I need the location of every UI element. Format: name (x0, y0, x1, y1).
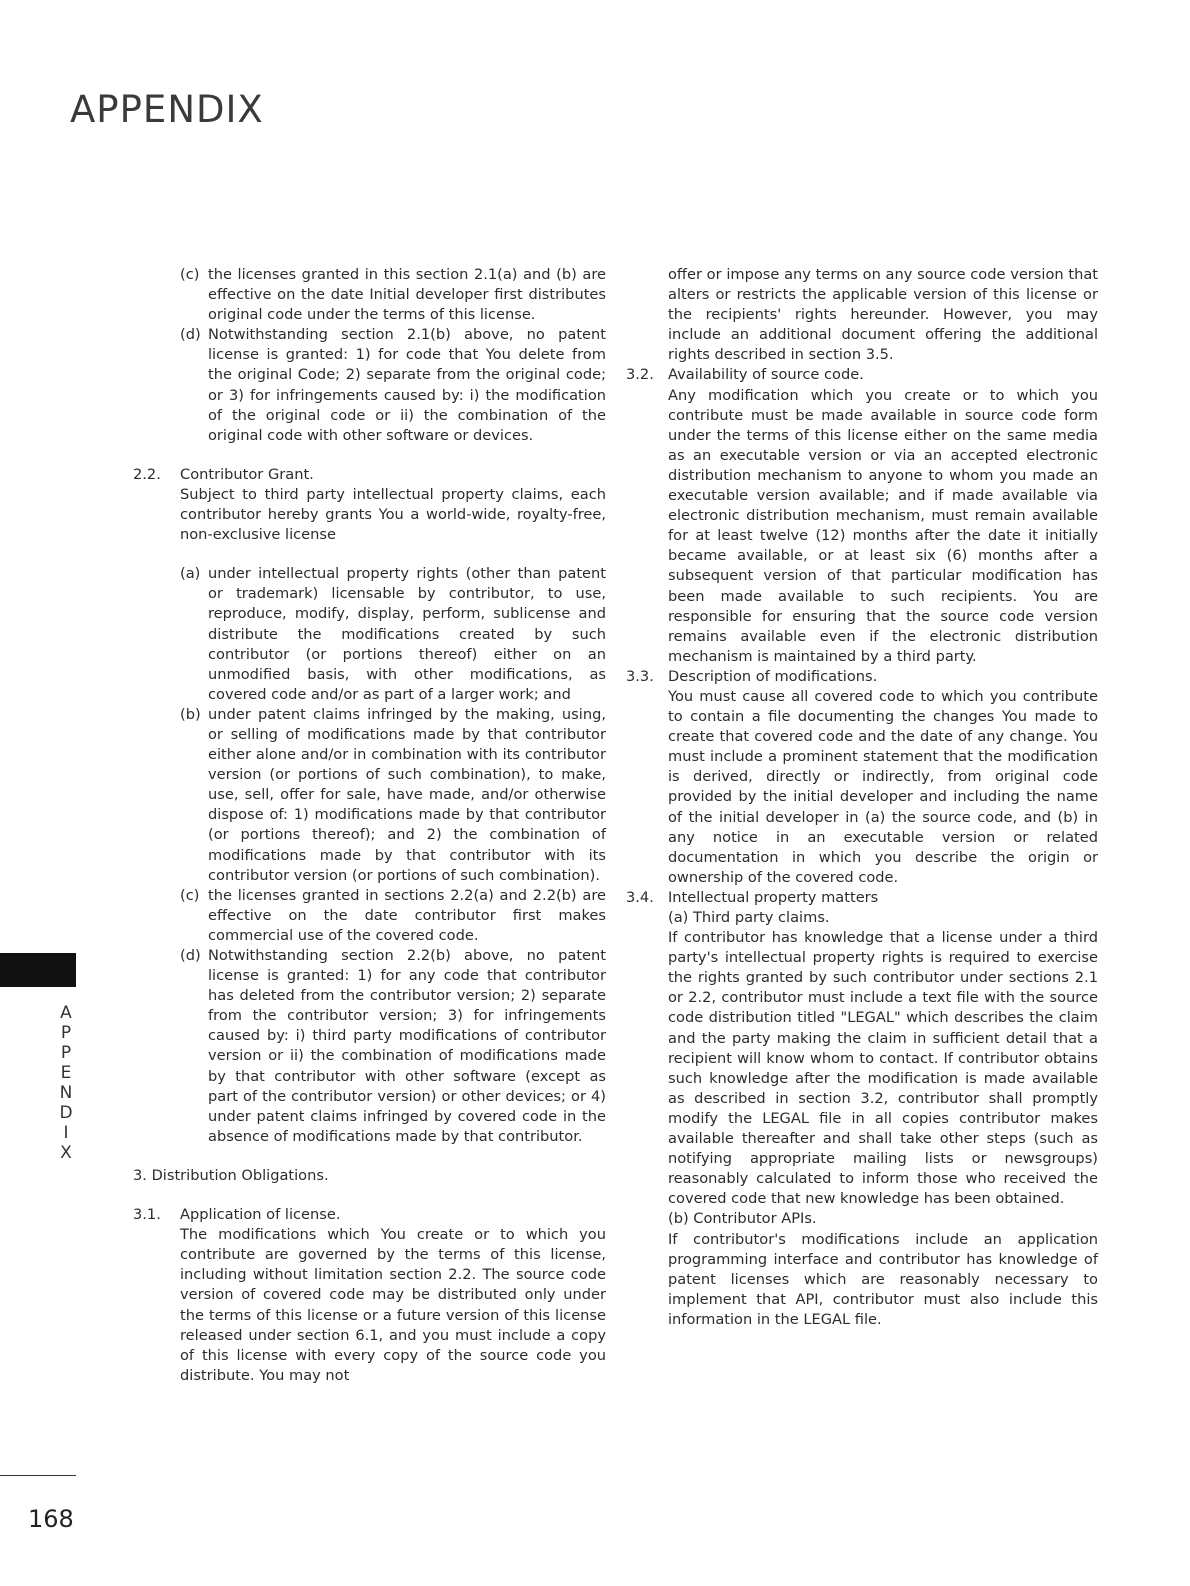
section-heading: Availability of source code. (668, 366, 864, 384)
section-tab-marker (0, 953, 76, 987)
clause-text: the licenses granted in sections 2.2(a) and 2.2(b) are effective on the date contributor first makes commercial use of the covered code. (208, 886, 606, 944)
clause-marker: (c) (180, 266, 200, 283)
subsection-heading: (b) Contributor APIs. (668, 1210, 817, 1228)
section-text: The modifications which You create or to which you contribute are governed by the terms of this license, including without limitation section 2.2. The source code version of covered code may be distributed only under the terms of this license or a future version of this license released under section 6.1, and you must include a copy of this license with every copy of the source code you distribute. You may not (180, 1226, 606, 1384)
left-column (133, 265, 606, 1386)
section-2-2 (133, 465, 606, 545)
subsection-text: If contributor's modifications include an application programming interface and contributor has knowledge of patent licenses which are reasonably necessary to implement that API, contributor must also include this information in the LEGAL file. (668, 1230, 1098, 1328)
section-number: 2.2. (133, 465, 161, 483)
section-3-3 (626, 667, 1098, 888)
sidebar-section-label: APPENDIX (56, 1003, 76, 1163)
clause-marker: (a) (180, 565, 201, 583)
section-text: Subject to third party intellectual property claims, each contributor hereby grants You a world-wide, royalty-free, non-exclusive license (180, 485, 606, 544)
section-3-4 (626, 888, 1098, 1330)
clause-marker: (c) (180, 886, 200, 904)
section-number: 3.1. (133, 1206, 161, 1224)
clause-text: Notwithstanding section 2.1(b) above, no patent license is granted: 1) for code that You delete from the original Code; 2) separate from the original code; or 3) for infringements caused by: i) the modification of the original code or ii) the combination of the original code with other software or devices. (208, 326, 606, 444)
clause-2-2-b (180, 705, 606, 886)
right-column (626, 265, 1098, 1330)
section-3-1 (133, 1205, 606, 1386)
clause-2-1-d (180, 325, 606, 446)
page-title: APPENDIX (70, 88, 264, 131)
clause-marker: (b) (180, 705, 201, 723)
page-number: 168 (28, 1505, 74, 1533)
section-heading: Intellectual property matters (668, 888, 879, 906)
section-text: offer or impose any terms on any source code version that alters or restricts the applicable version of this license or the recipients' rights hereunder. However, you may include an additional document offering the additional rights described in section 3.5. (668, 266, 1098, 364)
clause-marker: (d) (180, 947, 201, 964)
section-heading: Application of license. (180, 1206, 341, 1224)
section-text: You must cause all covered code to which you contribute to contain a file documenting the changes You made to create that covered code and the date of any change. You must include a prominent statement that the modification is derived, directly or indirectly, from original code provided by the initial developer and including the name of the initial developer in (a) the source code, and (b) in any notice in an executable version or related documentation in which you describe the origin or ownership of the covered code. (668, 687, 1098, 886)
section-heading: Contributor Grant. (180, 465, 314, 483)
section-heading: Description of modifications. (668, 667, 878, 685)
clause-text: under patent claims infringed by the making, using, or selling of modifications made by that contributor either alone and/or in combination with its contributor version (or portions of such combination), to make, use, sell, offer for sale, have made, and/or otherwise dispose of: 1) modifications made by that contributor (or portions thereof); and 2) the combination of modifications made by that contributor with its contributor version (or portions of such combination). (208, 705, 606, 884)
section-text: Any modification which you create or to which you contribute must be made available in source code form under the terms of this license either on the same media as an executable version or via an accepted electronic distribution mechanism to anyone to whom you made an executable version available; and if made available via electronic distribution mechanism, must remain available for at least twelve (12) months after the date it initially became available, or at least six (6) months after a subsequent version of that particular modification has been made available to such recipients. You are responsible for ensuring that the source code version remains available even if the electronic distribution mechanism is maintained by a third party. (668, 386, 1098, 665)
clause-2-2-c (180, 886, 606, 946)
section-number: 3.3. (626, 667, 654, 685)
clause-2-2-d (180, 946, 606, 1147)
clause-2-2-list (133, 564, 606, 1147)
clause-text: Notwithstanding section 2.2(b) above, no patent license is granted: 1) for any code that contributor has deleted from the contributor version; 2) separate from the contributor version; 3) for infringements caused by: i) third party modifications of contributor version or ii) the combination of modifications made by that contributor with other software (except as part of the contributor version) or other devices; or 4) under patent claims infringed by covered code in the absence of modifications made by that contributor. (208, 947, 606, 1145)
clause-marker: (d) (180, 326, 201, 344)
clause-text: the licenses granted in this section 2.1(a) and (b) are effective on the date Initial developer first distributes original code under the terms of this license. (208, 266, 606, 324)
section-number: 3.2. (626, 366, 654, 384)
section-3-2 (626, 365, 1098, 666)
section-3-heading: 3. Distribution Obligations. (133, 1166, 329, 1184)
clause-2-1-c (180, 265, 606, 325)
section-3-1-continued (626, 265, 1098, 365)
clause-text: under intellectual property rights (other than patent or trademark) licensable by contributor, to use, reproduce, modify, display, perform, sublicense and distribute the modifications created by such contributor (or portions thereof) either on an unmodified basis, with other modifications, as covered code and/or as part of a larger work; and (208, 565, 606, 703)
footer-divider (0, 1475, 76, 1476)
clause-2-2-a (180, 564, 606, 705)
section-number: 3.4. (626, 888, 654, 906)
subsection-heading: (a) Third party claims. (668, 909, 830, 926)
subsection-text: If contributor has knowledge that a license under a third party's intellectual property rights is required to exercise the rights granted by such contributor under sections 2.1 or 2.2, contributor must include a text file with the source code distribution titled "LEGAL" which describes the claim and the party making the claim in sufficient detail that a recipient will know whom to contact. If contributor obtains such knowledge after the modification is made available as described in section 3.2, contributor shall promptly modify the LEGAL file in all copies contributor makes available thereafter and shall take other steps (such as notifying appropriate mailing lists or newsgroups) reasonably calculated to inform those who received the covered code that new knowledge has been obtained. (668, 929, 1098, 1208)
clause-2-1-c-d (133, 265, 606, 446)
